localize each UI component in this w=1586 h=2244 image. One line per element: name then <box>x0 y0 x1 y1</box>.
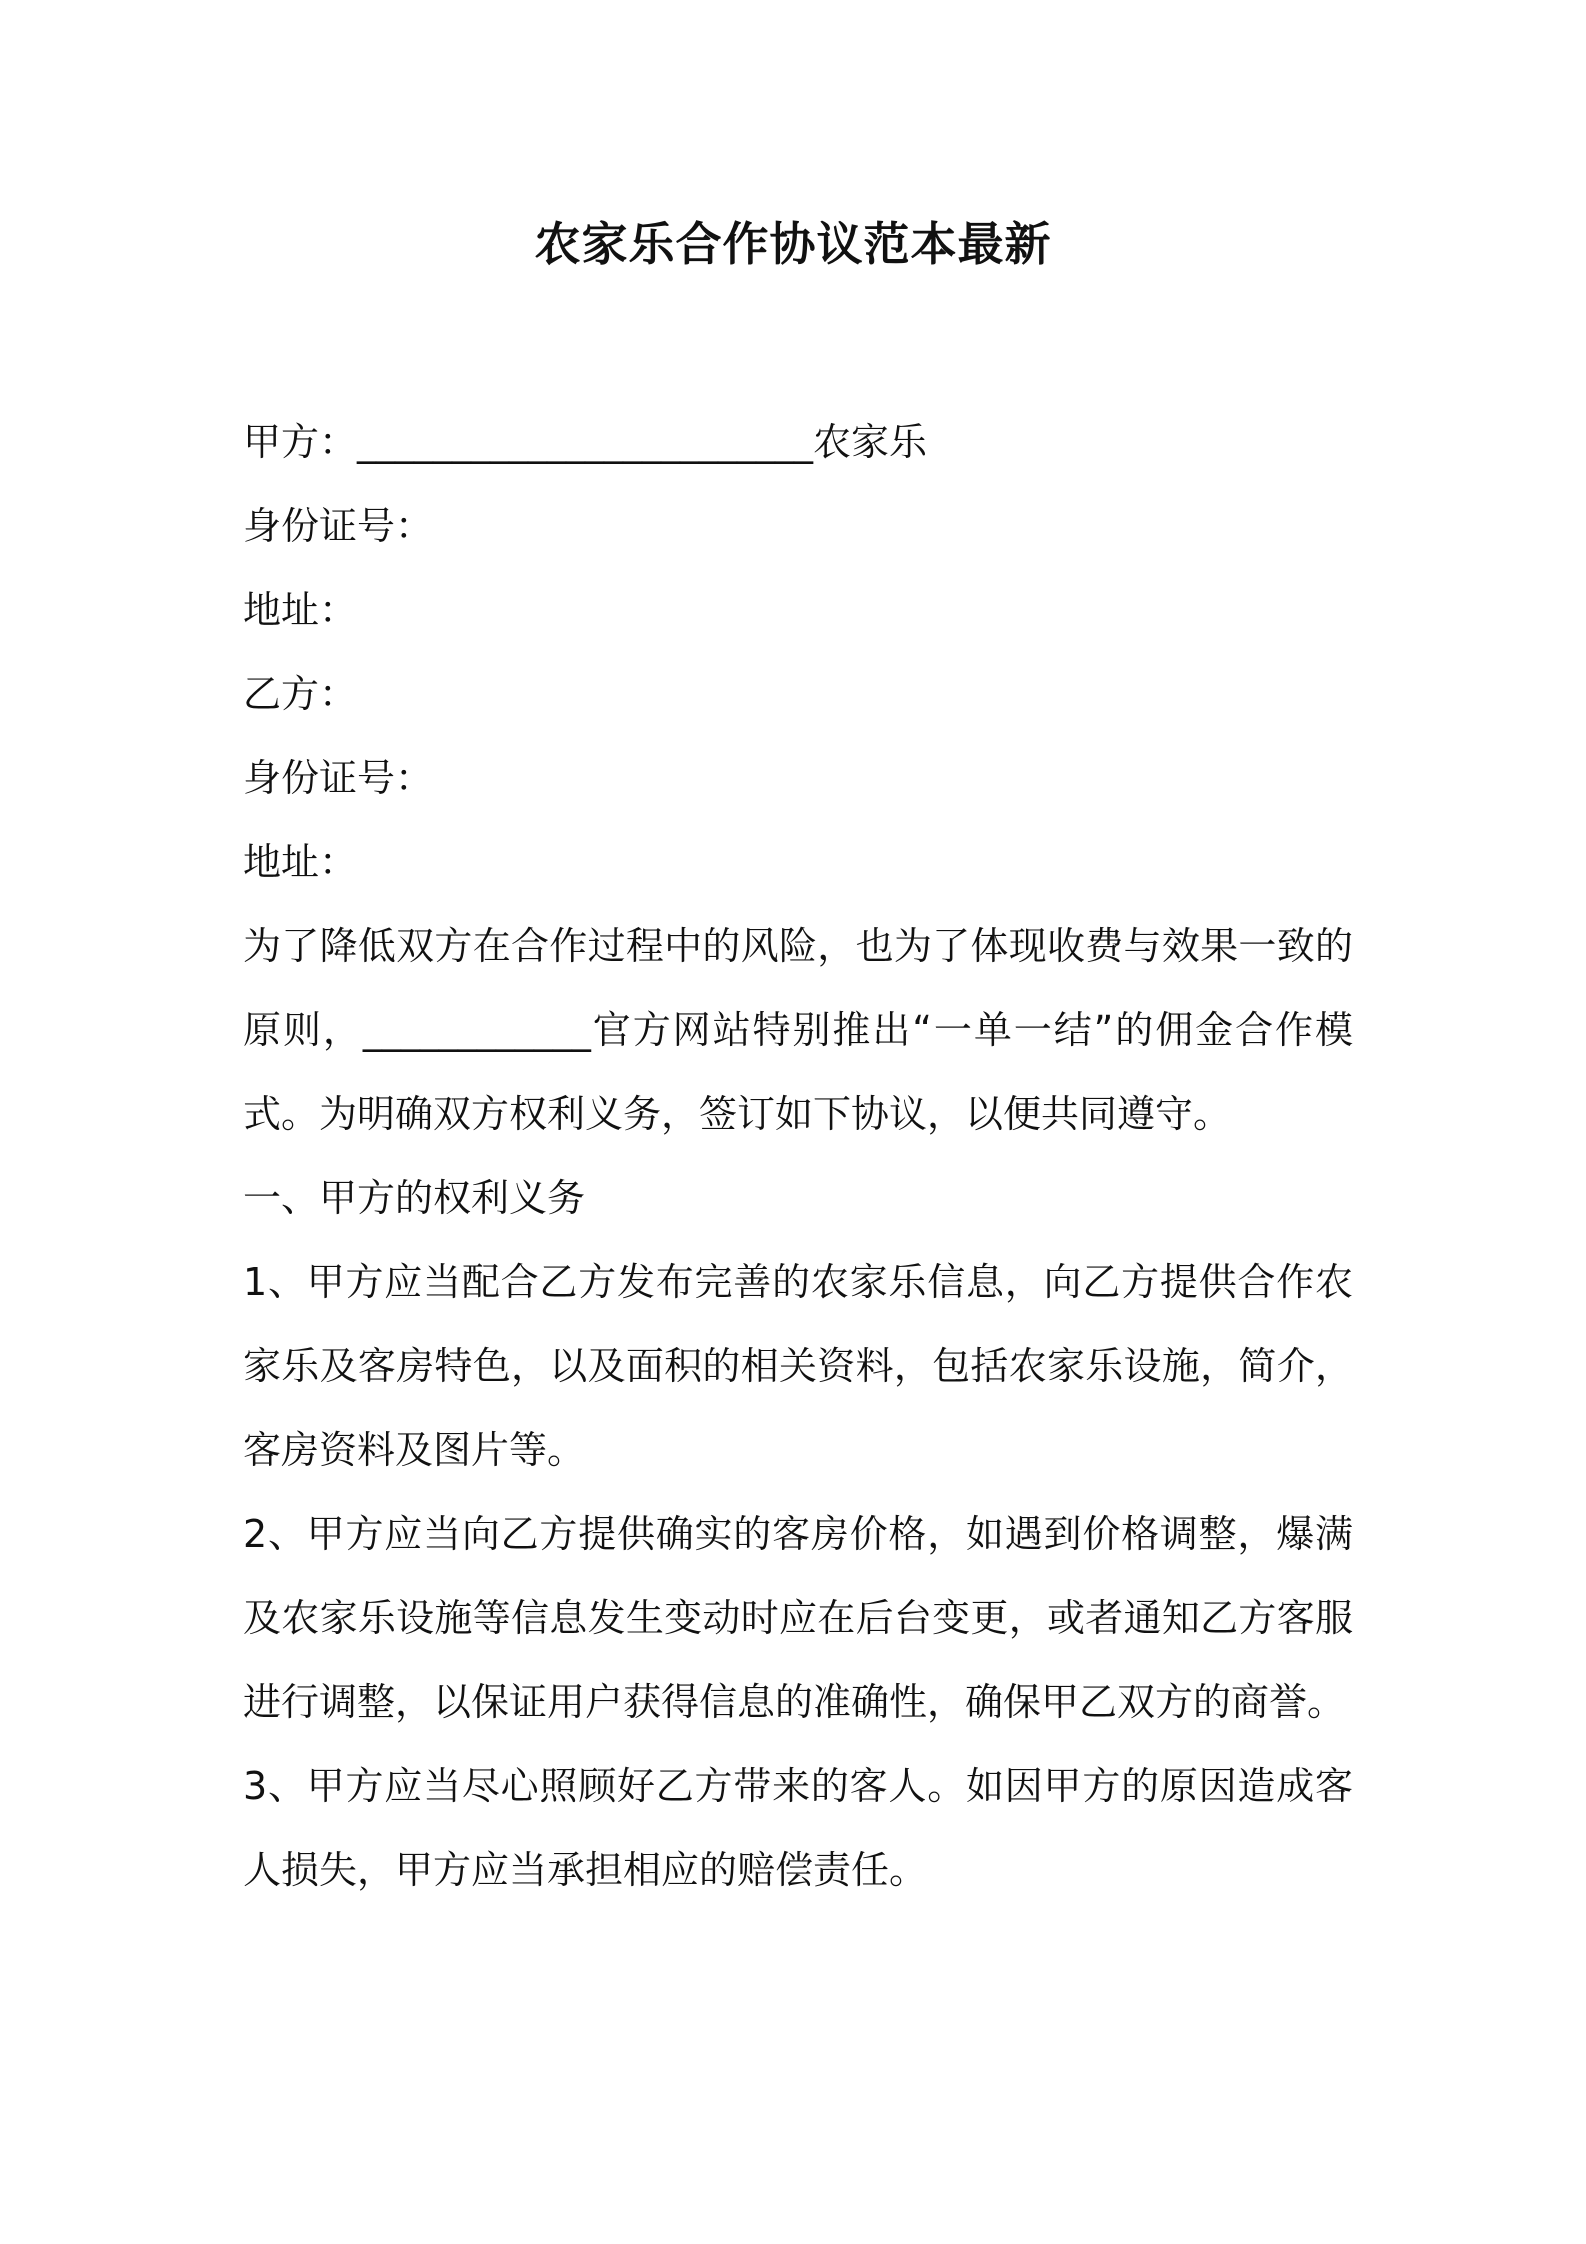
document-body <box>243 400 1353 1912</box>
party-a-line: 甲方：________________________农家乐 <box>243 420 928 464</box>
section1-heading: 一、甲方的权利义务 <box>243 1176 586 1220</box>
clause-2: 2、甲方应当向乙方提供确实的客房价格，如遇到价格调整，爆满及农家乐设施等信息发生变动时应在后台变更，或者通知乙方客服进行调整，以保证用户获得信息的准确性，确保甲乙双方的商誉。 <box>243 1512 1353 1724</box>
party-b-address-line: 地址： <box>243 840 358 884</box>
party-a-address-line: 地址： <box>243 588 358 632</box>
party-b-id-line: 身份证号： <box>243 756 434 800</box>
document-title: 农家乐合作协议范本最新 <box>534 217 1052 271</box>
clause-1: 1、甲方应当配合乙方发布完善的农家乐信息，向乙方提供合作农家乐及客房特色，以及面积的相关资料，包括农家乐设施，简介，客房资料及图片等。 <box>243 1260 1353 1472</box>
party-b-line: 乙方： <box>243 672 358 716</box>
party-a-id-line: 身份证号： <box>243 504 434 548</box>
clause-3: 3、甲方应当尽心照顾好乙方带来的客人。如因甲方的原因造成客人损失，甲方应当承担相应的赔偿责任。 <box>243 1764 1353 1892</box>
intro-paragraph: 为了降低双方在合作过程中的风险，也为了体现收费与效果一致的原则，____________官方网站特别推出“一单一结”的佣金合作模式。为明确双方权利义务，签订如下协议，以便共同遵守。 <box>243 924 1353 1136</box>
